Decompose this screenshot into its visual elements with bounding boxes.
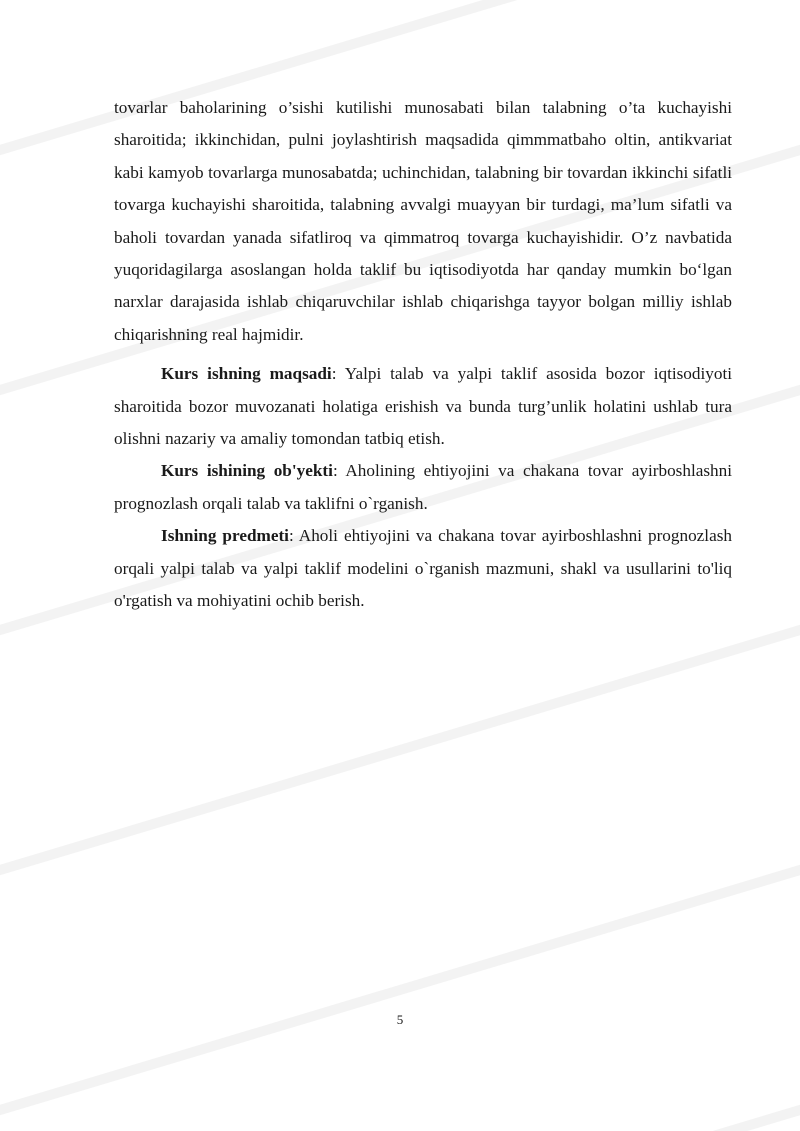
paragraph-heading: Ishning predmeti: [161, 526, 289, 546]
heading-separator: :: [288, 526, 299, 546]
page-number: 5: [396, 1012, 404, 1027]
paragraph-text: Aholining ehtiyojini va chakana tovar ayirboshlashni prognozlash orqali talab va taklifni o`rganish.: [114, 461, 732, 513]
paragraph-text: Aholi ehtiyojini va chakana tovar ayirboshlashni prognozlash orqali yalpi talab va yalpi taklif modelini o`rganish mazmuni, shakl va usullarini to'liq o'rgatish va mohiyatini ochib berish.: [114, 526, 732, 611]
paragraph-heading: Kurs ishining ob'yekti: [161, 461, 333, 481]
paragraph-heading: Kurs ishning maqsadi: [161, 364, 332, 384]
paragraph-intro: [114, 92, 732, 351]
paragraph-subject: [114, 520, 732, 617]
paragraph-purpose: [114, 358, 732, 455]
document-body: [114, 92, 732, 618]
heading-separator: :: [332, 461, 346, 481]
heading-separator: :: [331, 364, 345, 384]
paragraph-text: Yalpi talab va yalpi taklif asosida bozor iqtisodiyoti sharoitida bozor muvozanati holatiga erishish va bunda turg’unlik holatini ushlab tura olishni nazariy va amaliy tomondan tatbiq etish.: [114, 364, 733, 449]
paragraph-text: tovarlar baholarining o’sishi kutilishi munosabati bilan talabning o’ta kuchayishi sharoitida; ikkinchidan, pulni joylashtirish maqsadida qimmmatbaho oltin, antikvariat kabi kamyob tovarlarga munosabatda; uchinchidan, talabning bir tovardan ikkinchi sifatli tovarga kuchayishi sharoitida, talabning avvalgi muayyan bir turdagi, ma’lum sifatli va baholi tovardan yanada sifatliroq va qimmatroq tovarga kuchayishidir. O’z navbatida yuqoridagilarga asoslangan holda taklif bu iqtisodiyotda har qanday mumkin bo‘lgan narxlar darajasida ishlab chiqaruvchilar ishlab chiqarishga tayyor bolgan milliy ishlab chiqarishning real hajmidir.: [114, 98, 732, 344]
paragraph-object: [114, 455, 732, 520]
